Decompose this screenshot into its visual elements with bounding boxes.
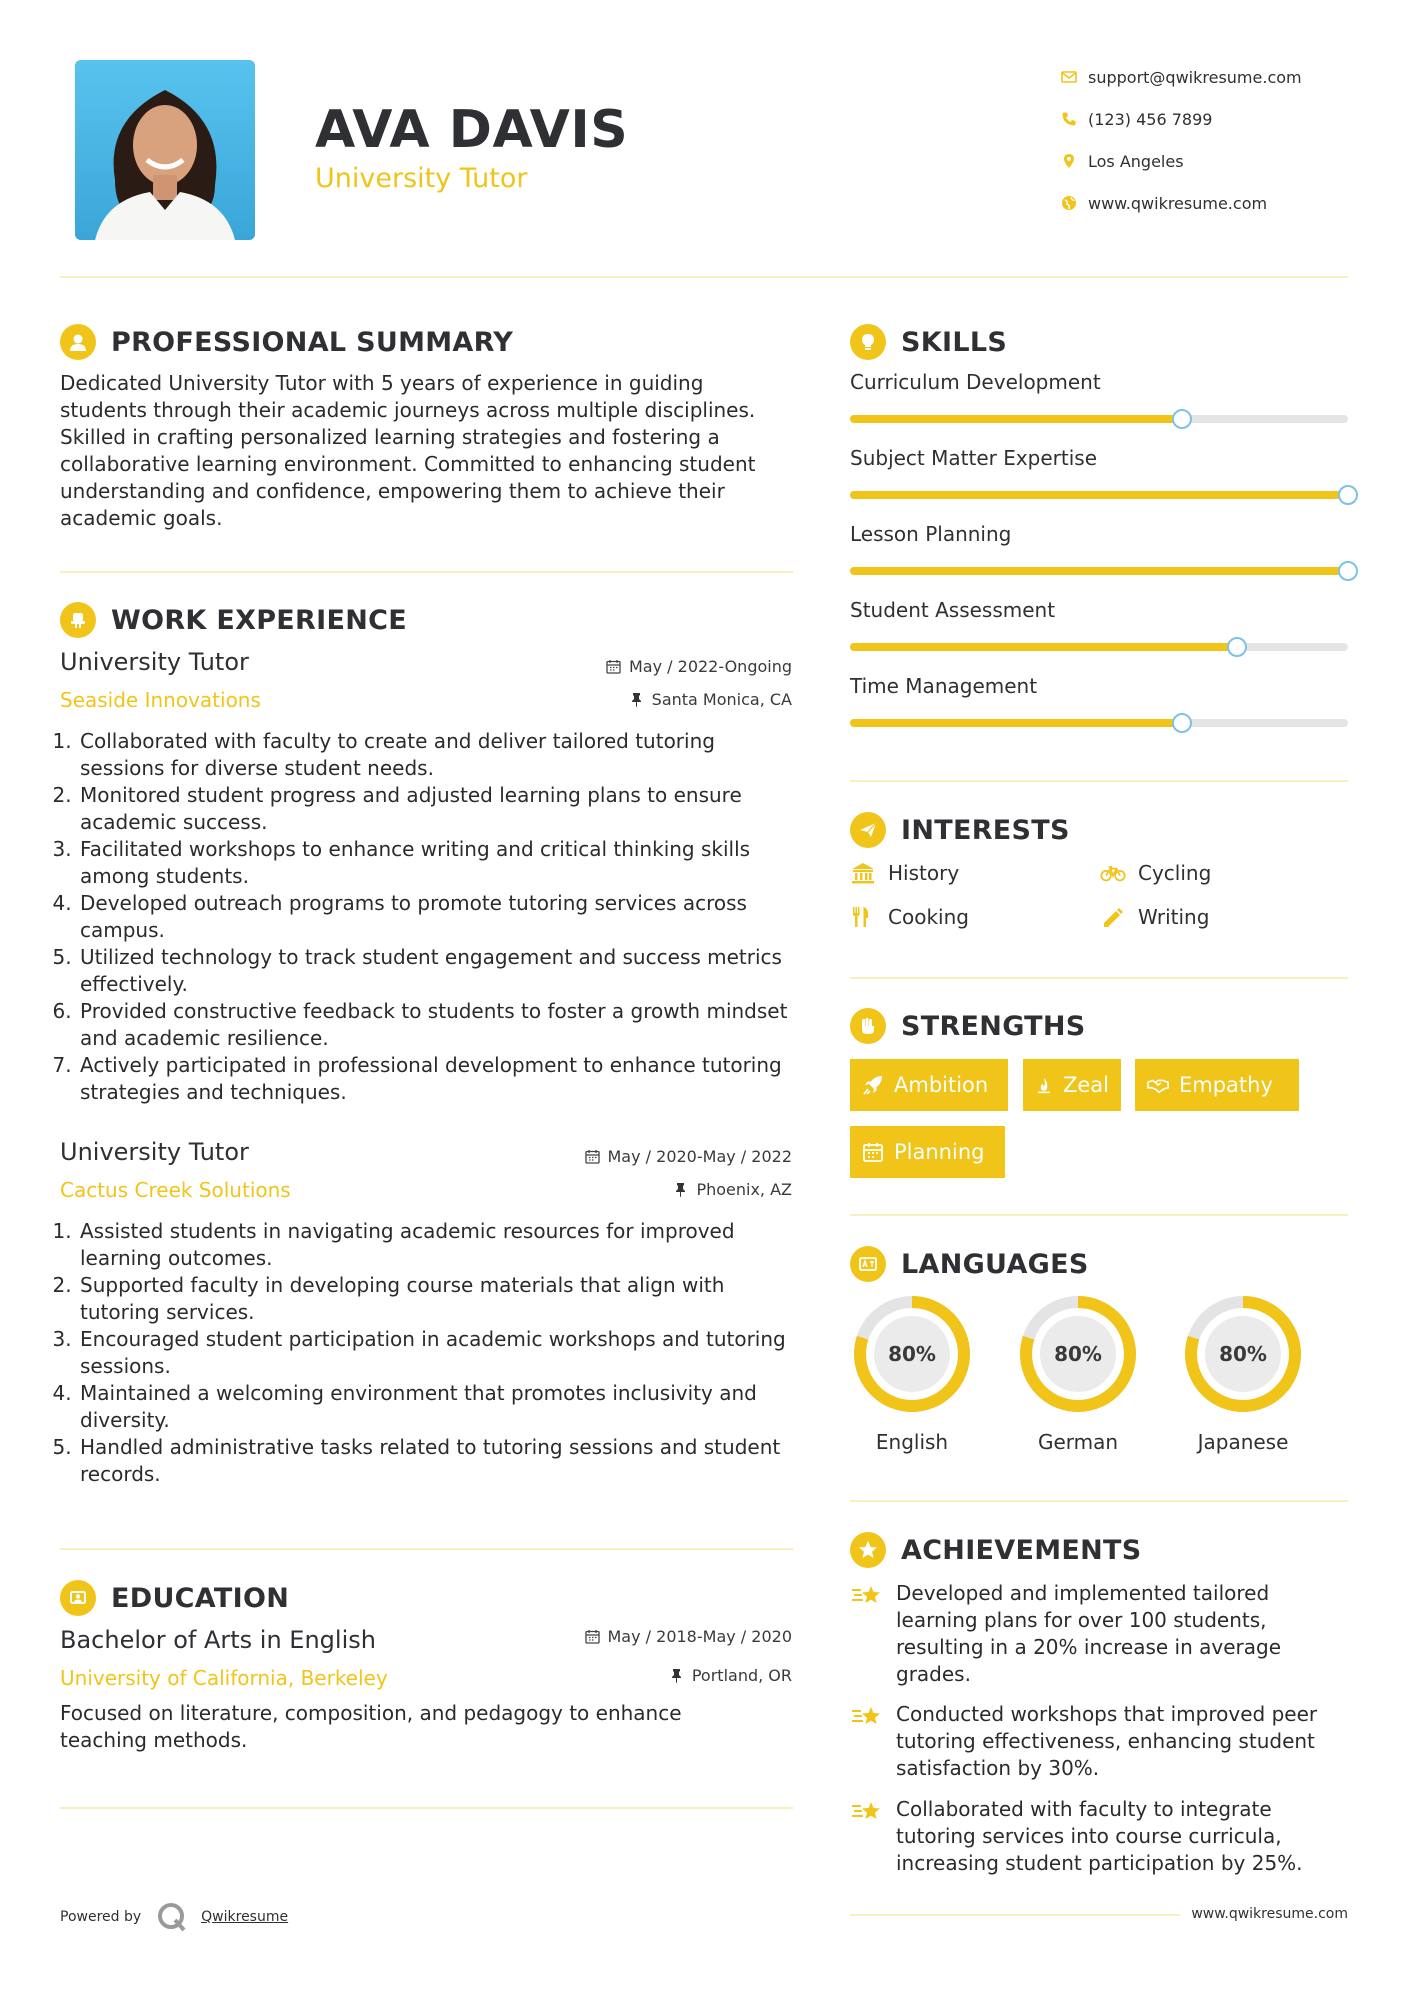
strengths-heading [850, 1008, 1086, 1044]
language-percent: 80% [1054, 1342, 1102, 1366]
experience-title: WORK EXPERIENCE [111, 604, 407, 636]
powered-by-label: Powered by [60, 1909, 142, 1925]
job-1-date-text: May / 2022-Ongoing [629, 657, 792, 676]
strength-planning [850, 1126, 1005, 1178]
list-item: 1. Assisted students in navigating academic resources for improved learning outcomes. [78, 1218, 800, 1272]
achievement-item [850, 1701, 1348, 1782]
language-item [850, 1292, 974, 1454]
languages-divider [850, 1500, 1348, 1502]
interests-title: INTERESTS [901, 814, 1070, 846]
globe-icon [1050, 195, 1088, 211]
achievement-item [850, 1580, 1348, 1688]
language-name: German [1037, 1430, 1119, 1454]
shooting-star-icon [850, 1701, 884, 1731]
fist-icon [850, 1008, 886, 1044]
summary-text: Dedicated University Tutor with 5 years of experience in guiding students through their academic journeys across multiple disciplines. Skilled in crafting personalized learning strategies and fostering a collaborative learning environment. Committed to enhancing student understanding and confidence, empowering them to achieve their academic goals. [60, 371, 756, 530]
skill-bar [850, 567, 1348, 575]
language-name: Japanese [1197, 1430, 1289, 1454]
language-ring [850, 1292, 974, 1416]
graduation-icon [60, 1580, 96, 1616]
education-description: Focused on literature, composition, and pedagogy to enhance teaching methods. [60, 1701, 682, 1752]
list-item: 4. Maintained a welcoming environment that promotes inclusivity and diversity. [78, 1380, 800, 1434]
strength-label: Zeal [1062, 1073, 1109, 1097]
job-2-date [480, 1147, 792, 1166]
language-percent: 80% [888, 1342, 936, 1366]
star-icon [850, 1532, 886, 1568]
contact-location-text: Los Angeles [1088, 151, 1184, 171]
skill-bar-fill [850, 567, 1348, 575]
language-item [1181, 1292, 1305, 1454]
strength-label: Ambition [894, 1073, 989, 1097]
museum-icon [850, 862, 876, 884]
interests-divider [850, 977, 1348, 979]
skill-bar-knob [1338, 561, 1358, 581]
footer-site[interactable]: www.qwikresume.com [1191, 1906, 1348, 1922]
education-heading [60, 1580, 289, 1616]
achievements-title: ACHIEVEMENTS [901, 1534, 1142, 1566]
job-1-date [480, 657, 792, 676]
list-item: 7. Actively participated in professional development to enhance tutoring strategies and techniques. [78, 1052, 800, 1106]
achievement-text: Developed and implemented tailored learning plans for over 100 students, resulting in a 20% increase in average grades. [896, 1581, 1281, 1686]
pushpin-icon [629, 692, 644, 707]
languages-heading [850, 1246, 1089, 1282]
job-2-location [480, 1180, 792, 1199]
contact-location [1050, 140, 1302, 182]
phone-icon [1050, 111, 1088, 127]
calendar-icon [585, 1149, 600, 1164]
language-name: English [875, 1430, 949, 1454]
language-item [1016, 1292, 1140, 1454]
education-date-text: May / 2018-May / 2020 [607, 1627, 792, 1646]
skill-bar-fill [850, 643, 1237, 651]
skill-label: Subject Matter Expertise [850, 446, 1098, 470]
languages-title: LANGUAGES [901, 1248, 1089, 1280]
strengths-divider [850, 1214, 1348, 1216]
job-2-title: University Tutor [60, 1138, 249, 1166]
job-1-company: Seaside Innovations [60, 688, 261, 712]
interest-label: Writing [1138, 905, 1210, 929]
achievement-item [850, 1796, 1348, 1877]
skill-label: Student Assessment [850, 598, 1056, 622]
paper-plane-icon [850, 812, 886, 848]
qwikresume-link[interactable]: Qwikresume [201, 1909, 289, 1925]
education-divider [60, 1807, 793, 1809]
list-item: 1. Collaborated with faculty to create and deliver tailored tutoring sessions for diverse student needs. [78, 728, 800, 782]
skill-bar [850, 719, 1348, 727]
summary-title: PROFESSIONAL SUMMARY [111, 326, 514, 358]
skill-bar [850, 415, 1348, 423]
interest-label: History [888, 861, 960, 885]
map-pin-icon [1050, 153, 1088, 169]
job-1-location [480, 690, 792, 709]
contact-phone-text: (123) 456 7899 [1088, 109, 1213, 129]
fire-icon [1035, 1074, 1053, 1096]
job-2-location-text: Phoenix, AZ [696, 1180, 792, 1199]
achievement-text: Collaborated with faculty to integrate tutoring services into course curricula, increasing student participation by 25%. [896, 1797, 1303, 1875]
list-item: 3. Facilitated workshops to enhance writing and critical thinking skills among students. [78, 836, 800, 890]
footer-powered [60, 1900, 288, 1934]
summary-heading [60, 324, 513, 360]
contact-website-text: www.qwikresume.com [1088, 193, 1268, 213]
pushpin-icon [669, 1668, 684, 1683]
pencil-icon [1100, 906, 1126, 928]
skill-label: Lesson Planning [850, 522, 1012, 546]
briefcase-icon [60, 602, 96, 638]
header-divider [60, 276, 1348, 278]
education-school: University of California, Berkeley [60, 1666, 388, 1690]
skill-label: Curriculum Development [850, 370, 1101, 394]
skills-divider [850, 780, 1348, 782]
skill-bar [850, 643, 1348, 651]
interest-history [850, 861, 959, 885]
contact-email[interactable] [1050, 56, 1302, 98]
calendar-icon [585, 1629, 600, 1644]
list-item: 4. Developed outreach programs to promote tutoring services across campus. [78, 890, 800, 944]
user-icon [60, 324, 96, 360]
education-location [480, 1666, 792, 1685]
list-item: 6. Provided constructive feedback to students to foster a growth mindset and academic resilience. [78, 998, 800, 1052]
skill-bar-knob [1227, 637, 1247, 657]
strength-empathy [1135, 1059, 1299, 1111]
contact-website[interactable] [1050, 182, 1302, 224]
experience-heading [60, 602, 407, 638]
language-icon [850, 1246, 886, 1282]
job-1-bullets [60, 728, 800, 1106]
language-percent: 80% [1219, 1342, 1267, 1366]
contact-list [1050, 56, 1302, 224]
interest-label: Cooking [888, 905, 969, 929]
contact-email-text: support@qwikresume.com [1088, 67, 1302, 87]
job-2-bullets [60, 1218, 800, 1488]
candidate-name: AVA DAVIS [315, 100, 629, 160]
interest-writing [1100, 905, 1209, 929]
interests-heading [850, 812, 1070, 848]
strengths-title: STRENGTHS [901, 1010, 1086, 1042]
interest-cooking [850, 905, 969, 929]
skill-bar-fill [850, 491, 1348, 499]
list-item: 5. Handled administrative tasks related to tutoring sessions and student records. [78, 1434, 800, 1488]
experience-divider [60, 1548, 793, 1550]
skill-bar-knob [1172, 409, 1192, 429]
contact-phone[interactable] [1050, 98, 1302, 140]
language-ring [1181, 1292, 1305, 1416]
job-2-date-text: May / 2020-May / 2022 [607, 1147, 792, 1166]
job-1-title: University Tutor [60, 648, 249, 676]
shooting-star-icon [850, 1796, 884, 1826]
skill-bar-knob [1172, 713, 1192, 733]
profile-photo [75, 60, 255, 240]
strength-zeal [1023, 1059, 1121, 1111]
strength-label: Planning [894, 1140, 985, 1164]
list-item: 2. Monitored student progress and adjusted learning plans to ensure academic success. [78, 782, 800, 836]
education-degree: Bachelor of Arts in English [60, 1626, 376, 1654]
skill-bar-fill [850, 719, 1182, 727]
language-ring [1016, 1292, 1140, 1416]
education-location-text: Portland, OR [691, 1666, 792, 1685]
education-title: EDUCATION [111, 1582, 290, 1614]
handshake-icon [1147, 1074, 1169, 1096]
lightbulb-icon [850, 324, 886, 360]
job-2-company: Cactus Creek Solutions [60, 1178, 291, 1202]
bicycle-icon [1100, 862, 1126, 884]
pushpin-icon [673, 1182, 688, 1197]
shooting-star-icon [850, 1580, 884, 1610]
strength-label: Empathy [1179, 1073, 1273, 1097]
strength-ambition [850, 1059, 1008, 1111]
skills-heading [850, 324, 1007, 360]
job-1-location-text: Santa Monica, CA [651, 690, 792, 709]
skills-title: SKILLS [901, 326, 1008, 358]
rocket-icon [862, 1074, 884, 1096]
list-item: 5. Utilized technology to track student engagement and success metrics effectively. [78, 944, 800, 998]
list-item: 2. Supported faculty in developing course materials that align with tutoring services. [78, 1272, 800, 1326]
skill-bar [850, 491, 1348, 499]
achievements-heading [850, 1532, 1142, 1568]
achievement-text: Conducted workshops that improved peer tutoring effectiveness, enhancing student satisfaction by 30%. [896, 1702, 1318, 1780]
summary-divider [60, 571, 793, 573]
skill-bar-knob [1338, 485, 1358, 505]
interest-cycling [1100, 861, 1211, 885]
envelope-icon [1050, 69, 1088, 85]
calendar-icon [862, 1141, 884, 1163]
calendar-icon [606, 659, 621, 674]
skill-label: Time Management [850, 674, 1038, 698]
qwikresume-logo-icon [155, 1900, 189, 1934]
candidate-title: University Tutor [315, 163, 528, 194]
utensils-icon [850, 906, 876, 928]
interest-label: Cycling [1138, 861, 1212, 885]
education-date [480, 1627, 792, 1646]
list-item: 3. Encouraged student participation in academic workshops and tutoring sessions. [78, 1326, 800, 1380]
skill-bar-fill [850, 415, 1182, 423]
